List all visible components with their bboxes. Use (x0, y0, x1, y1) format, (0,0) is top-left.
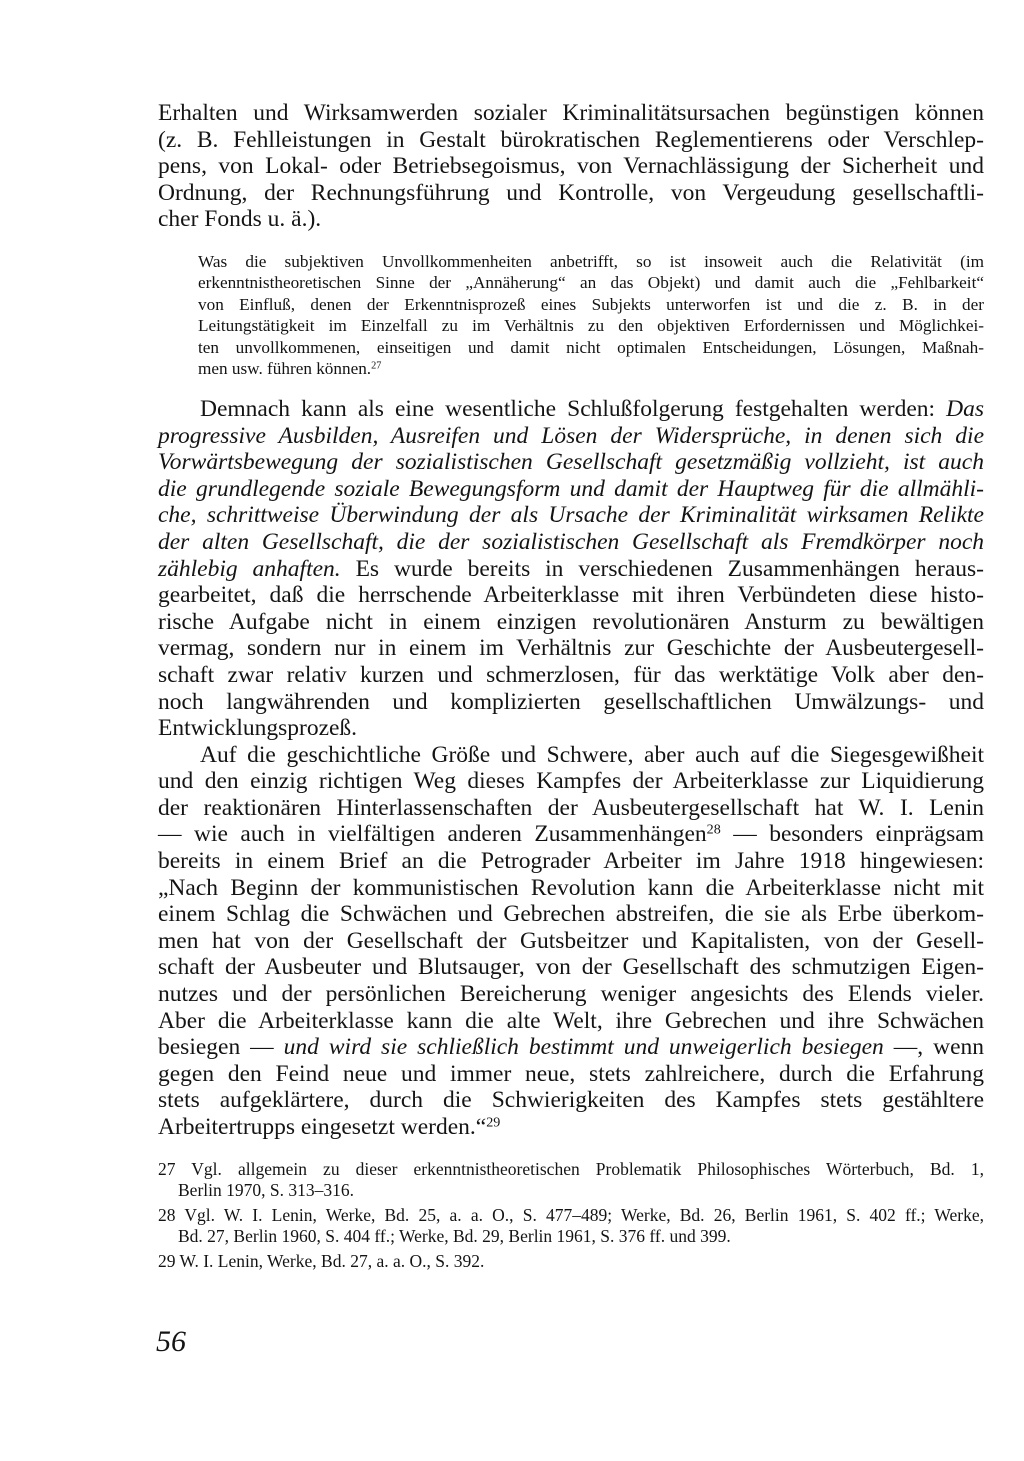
text-run: — besonders einprägsam (720, 821, 984, 848)
footnote-28 (158, 1205, 984, 1248)
text-line: cher Fonds u. ä.). (158, 206, 322, 233)
text-line (158, 423, 984, 450)
text-line: schaft der Ausbeuter und Blutsauger, von der Gesellschaft des schmutzigen Eigen- (158, 954, 984, 981)
text-line: Ordnung, der Rechnungsführung und Kontrolle, von Vergeudung gesellschaftli- (158, 179, 984, 206)
page-content (158, 100, 984, 1272)
text-line: bereits in einem Brief an die Petrograder Arbeiter im Jahre 1918 hingewiesen: (158, 848, 984, 875)
footnote-line: Bd. 27, Berlin 1960, S. 404 ff.; Werke, Bd. 29, Berlin 1961, S. 376 ff. und 399. (178, 1226, 731, 1247)
footnote-ref-28: 28 (706, 821, 721, 838)
footnote-29 (158, 1251, 984, 1273)
text-line: „Nach Beginn der kommunistischen Revolution kann die Arbeiterklasse nicht mit (158, 874, 984, 901)
text-line: ten unvollkommenen, einseitigen und damit nicht optimalen Entscheidungen, Lösungen, Maßnah- (198, 337, 984, 357)
text-run: men usw. führen können. (198, 359, 372, 379)
text-line: Was die subjektiven Unvollkommenheiten anbetrifft, so ist insoweit auch die Relativität (im (198, 251, 984, 271)
emphasis-run: che, schrittweise Überwindung der als Ursache der Kriminalität wirksamen Relikte (158, 502, 984, 529)
text-line: men hat von der Gesellschaft der Gutsbeitzer und Kapitalisten, von der Gesell- (158, 927, 984, 954)
text-line: Erhalten und Wirksamwerden sozialer Kriminalitätsursachen begünstigen können (158, 100, 984, 126)
text-line: Entwicklungsprozeß. (158, 715, 358, 742)
text-line (158, 449, 984, 476)
text-line: vermag, sondern nur in einem im Verhältnis zur Geschichte der Ausbeutergesell- (158, 635, 984, 662)
paragraph-conclusion (158, 396, 984, 742)
text-run: Es wurde bereits in verschiedenen Zusammenhängen heraus- (340, 555, 984, 582)
text-line: schaft zwar relativ kurzen und schmerzlosen, für das werktätige Volk aber den- (158, 661, 984, 688)
emphasis-run: zählebig anhaften. (158, 555, 341, 582)
emphasis-run: der alten Gesellschaft, die der sozialistischen Gesellschaft als Fremdkörper noch (158, 528, 984, 555)
emphasis-run: Vorwärtsbewegung der sozialistischen Gesellschaft gesetzmäßig vollzieht, ist auch (158, 449, 984, 476)
footnotes (158, 1159, 984, 1273)
page-number: 56 (156, 1325, 186, 1358)
text-run: Arbeitertrupps eingesetzt werden.“ (158, 1114, 487, 1140)
text-line (198, 358, 984, 380)
text-line: Aber die Arbeiterklasse kann die alte Welt, ihre Gebrechen und ihre Schwächen (158, 1007, 984, 1034)
text-line (158, 1114, 984, 1141)
emphasis-run: Das (946, 395, 984, 422)
footnote-ref-27: 27 (371, 360, 382, 372)
text-line (158, 396, 984, 423)
text-line: pens, von Lokal- oder Betriebsegoismus, von Vernachlässigung der Sicherheit und (158, 153, 984, 180)
paragraph-continuation (158, 100, 984, 233)
text-run: —, wenn (883, 1034, 985, 1061)
text-line: der reaktionären Hinterlassenschaften der Ausbeutergesellschaft hat W. I. Lenin (158, 794, 984, 821)
text-line: rische Aufgabe nicht in einem einzigen revolutionären Ansturm zu bewältigen (158, 608, 984, 635)
text-line: erkenntnistheoretischen Sinne der „Annäherung“ an das Objekt) und damit auch die „Fehlbarkeit“ (198, 273, 984, 293)
text-run: besiegen — (158, 1034, 284, 1061)
text-line: von Einfluß, denen der Erkenntnisprozeß eines Subjekts unterworfen ist und die z. B. in der (198, 294, 984, 314)
text-line: und den einzig richtigen Weg dieses Kampfes der Arbeiterklasse zur Liquidierung (158, 768, 984, 795)
footnote-line: Berlin 1970, S. 313–316. (178, 1180, 354, 1201)
text-run: Demnach kann als eine wesentliche Schlußfolgerung festgehalten werden: (200, 395, 947, 422)
text-line (158, 1034, 984, 1061)
text-line (158, 502, 984, 529)
footnote-27 (158, 1159, 984, 1202)
text-line: (z. B. Fehlleistungen in Gestalt bürokratischen Reglementierens oder Verschlep- (158, 126, 984, 153)
footnote-line: 27 Vgl. allgemein zu dieser erkenntnistheoretischen Problematik Philosophisches Wörterbuch, Bd. 1, (158, 1158, 984, 1179)
text-line: gegen den Feind neue und immer neue, stets zahlreichere, durch die Erfahrung (158, 1060, 984, 1087)
text-line: nutzes und der persönlichen Bereicherung weniger angesichts des Elends vieler. (158, 981, 984, 1008)
emphasis-run: und wird sie schließlich bestimmt und unweigerlich besiegen (283, 1034, 884, 1061)
footnote-ref-29: 29 (486, 1114, 501, 1131)
text-line: einem Schlag die Schwächen und Gebrechen abstreifen, die sie als Erbe überkom- (158, 901, 984, 928)
text-line (158, 529, 984, 556)
emphasis-run: die grundlegende soziale Bewegungsform und damit der Hauptweg für die allmähli- (158, 475, 984, 502)
text-line (158, 821, 984, 848)
text-line: Leitungstätigkeit im Einzelfall zu im Verhältnis zu den objektiven Erfordernissen und Möglichkei- (198, 316, 984, 336)
text-line (158, 556, 984, 583)
footnote-line: 28 Vgl. W. I. Lenin, Werke, Bd. 25, a. a. O., S. 477–489; Werke, Bd. 26, Berlin 1961, S. 402 ff.; Werke, (158, 1204, 984, 1225)
emphasis-run: progressive Ausbilden, Ausreifen und Lösen der Widersprüche, in denen sich die (158, 422, 984, 449)
text-line: noch langwährenden und komplizierten gesellschaftlichen Umwälzungs- und (158, 688, 984, 715)
small-print-remark (198, 251, 984, 380)
footnote-line: 29 W. I. Lenin, Werke, Bd. 27, a. a. O., S. 392. (158, 1250, 485, 1271)
text-line: stets aufgeklärtere, durch die Schwierigkeiten des Kampfes stets gestähltere (158, 1087, 984, 1114)
text-line (158, 476, 984, 503)
text-line: Auf die geschichtliche Größe und Schwere, aber auch auf die Siegesgewißheit (200, 741, 984, 768)
paragraph-lenin-quote (158, 742, 984, 1141)
text-run: — wie auch in vielfältigen anderen Zusammenhängen (158, 821, 707, 848)
text-line: gearbeitet, daß die herrschende Arbeiterklasse mit ihren Verbündeten diese histo- (158, 582, 984, 609)
